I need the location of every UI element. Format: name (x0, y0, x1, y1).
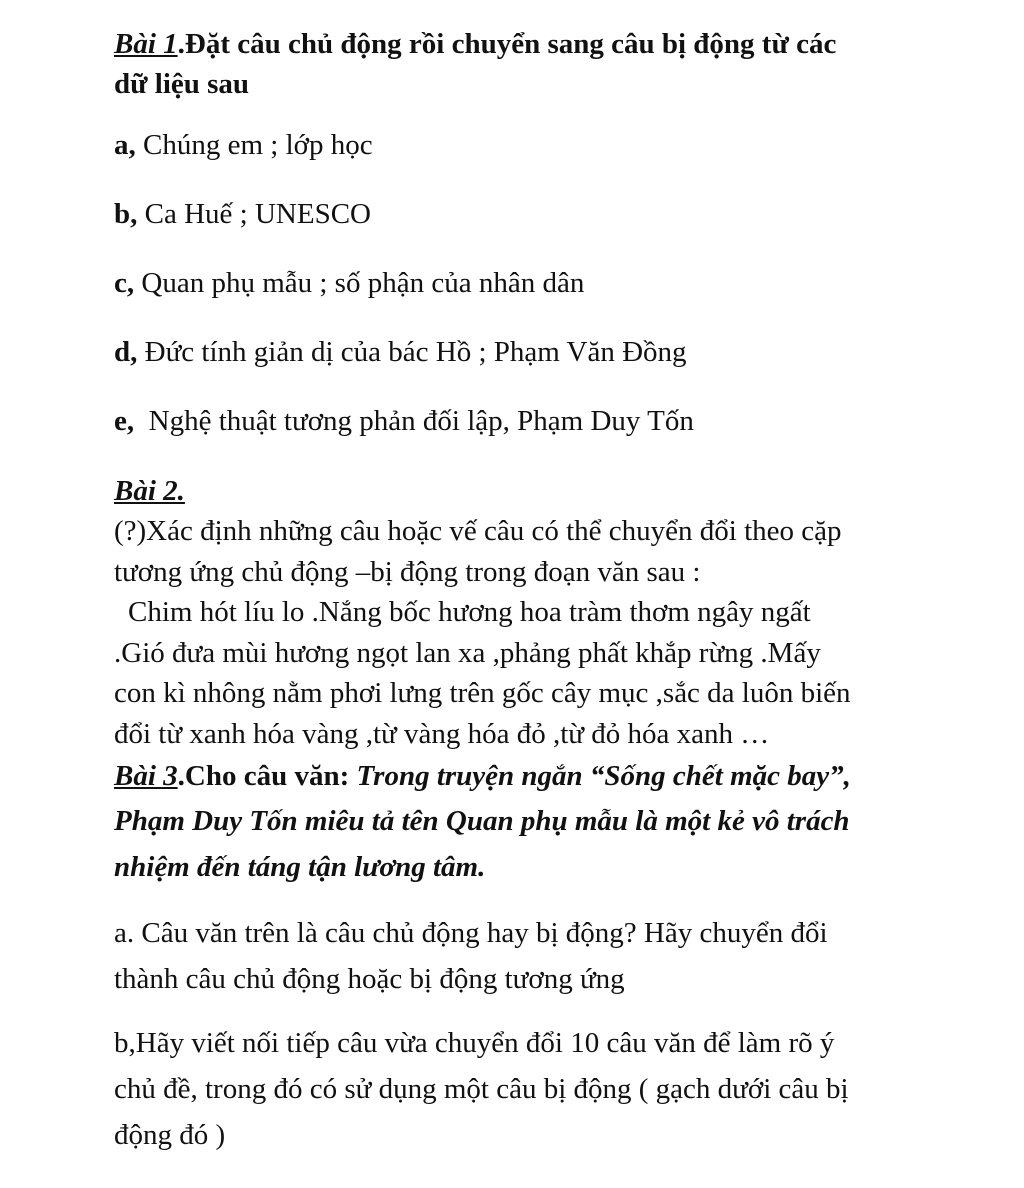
bai3-part-a-line1: a. Câu văn trên là câu chủ động hay bị động? Hãy chuyển đổi (114, 917, 828, 949)
bai1-heading-line2: dữ liệu sau (114, 68, 250, 100)
bai3-quote-line2: Phạm Duy Tốn miêu tả tên Quan phụ mẫu là một kẻ vô trách (114, 805, 850, 837)
item-label: d, (114, 336, 138, 368)
bai3-title: Bài 3 (114, 760, 178, 792)
bai1-item-b (114, 194, 914, 234)
document-page (114, 24, 914, 1158)
bai1-item-c (114, 263, 914, 303)
item-text: Ca Huế ; UNESCO (137, 198, 371, 230)
bai1-heading-line1 (114, 24, 914, 64)
bai1-item-d (114, 332, 914, 372)
bai2-line-1: (?)Xác định những câu hoặc vế câu có thể chuyển đổi theo cặp (114, 515, 842, 547)
bai2-line-5: con kì nhông nằm phơi lưng trên gốc cây mục ,sắc da luôn biến (114, 677, 851, 709)
bai2-line-6: đổi từ xanh hóa vàng ,từ vàng hóa đỏ ,từ đỏ hóa xanh … (114, 717, 770, 750)
bai3-quote-part1: Trong truyện ngắn “Sống chết mặc bay”, (356, 760, 851, 792)
bai1-item-e (114, 401, 914, 441)
bai2-line-4: .Gió đưa mùi hương ngọt lan xa ,phảng phất khắp rừng .Mấy (114, 636, 821, 669)
item-label: c, (114, 267, 135, 299)
bai2-title: Bài 2. (114, 475, 185, 507)
item-label: a, (114, 129, 136, 161)
item-label: b, (114, 198, 138, 230)
bai3-intro: .Cho câu văn: (177, 760, 357, 792)
bai3-part-b-line1: b,Hãy viết nối tiếp câu vừa chuyển đổi 10 câu văn để làm rõ ý (114, 1027, 835, 1059)
item-text: Quan phụ mẫu ; số phận của nhân dân (134, 267, 585, 299)
bai3-quote-line3: nhiệm đến táng tận lương tâm. (114, 851, 486, 883)
bai3-heading-line1 (114, 754, 914, 798)
item-text: Đức tính giản dị của bác Hồ ; Phạm Văn Đồng (137, 336, 687, 368)
bai1-item-a (114, 125, 914, 165)
item-text: Nghệ thuật tương phản đối lập, Phạm Duy Tốn (134, 405, 694, 437)
bai2-line-3: Chim hót líu lo .Nắng bốc hương hoa tràm thơm ngây ngất (128, 596, 811, 628)
bai3-part-a-line2: thành câu chủ động hoặc bị động tương ứng (114, 963, 625, 995)
bai1-heading-text: .Đặt câu chủ động rồi chuyển sang câu bị động từ các (177, 28, 837, 60)
item-label: e, (114, 405, 135, 437)
item-text: Chúng em ; lớp học (135, 129, 373, 161)
bai2-line-2: tương ứng chủ động –bị động trong đoạn văn sau : (114, 555, 701, 588)
bai3-part-b-line3: động đó ) (114, 1119, 226, 1151)
bai3-part-b-line2: chủ đề, trong đó có sử dụng một câu bị động ( gạch dưới câu bị (114, 1073, 849, 1105)
bai1-title: Bài 1 (114, 28, 178, 60)
